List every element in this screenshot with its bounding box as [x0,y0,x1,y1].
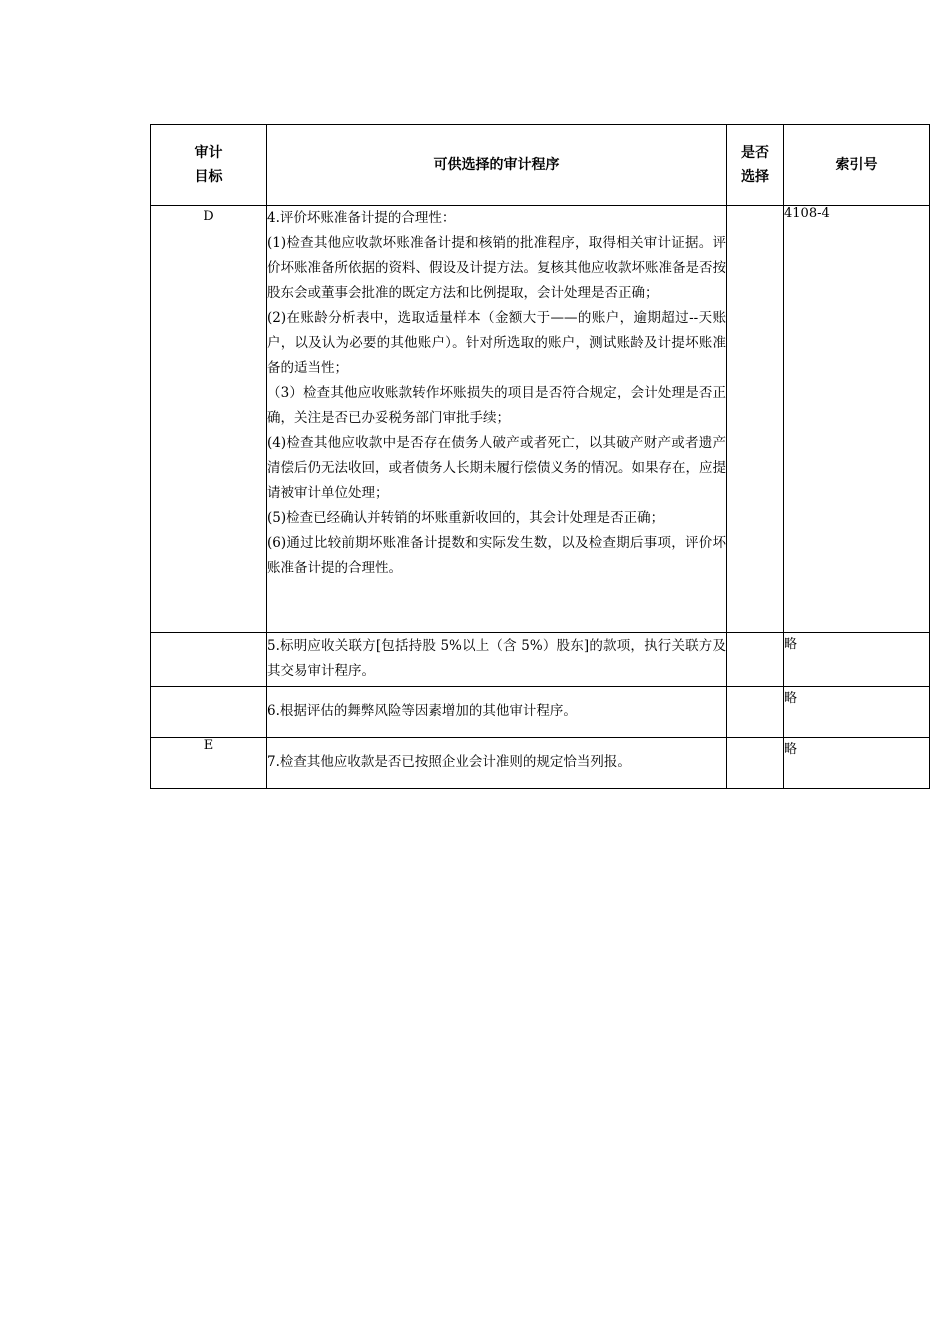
procedure-cell: 6.根据评估的舞弊风险等因素增加的其他审计程序。 [267,687,727,738]
procedure-line: 4.评价坏账准备计提的合理性： [267,210,456,226]
index-cell: 略 [784,738,930,789]
procedure-line: (4)检查其他应收款中是否存在债务人破产或者死亡，以其破产财产或者遗产清偿后仍无法收回，或者债务人长期未履行偿债义务的情况。如果存在，应提请被审计单位处理； [267,435,726,501]
audit-procedure-table [150,124,930,789]
selected-cell[interactable] [727,206,784,633]
procedure-line: （3）检查其他应收账款转作坏账损失的项目是否符合规定，会计处理是否正确，关注是否已办妥税务部门审批手续； [267,385,726,426]
audit-target-cell: E [151,738,267,789]
selected-cell[interactable] [727,687,784,738]
selected-cell[interactable] [727,738,784,789]
index-cell: 略 [784,633,930,687]
audit-target-cell [151,633,267,687]
index-cell: 略 [784,687,930,738]
index-cell: 4108-4 [784,206,930,633]
header-selected: 是否 选择 [727,125,784,206]
header-index: 索引号 [784,125,930,206]
procedure-line: (2)在账龄分析表中，选取适量样本（金额大于——的账户，逾期超过--天账户，以及认为必要的其他账户）。针对所选取的账户，测试账龄及计提坏账准备的适当性； [267,310,726,376]
table-row [151,687,930,738]
procedure-line: (5)检查已经确认并转销的坏账重新收回的，其会计处理是否正确； [267,510,665,526]
audit-target-cell [151,687,267,738]
procedure-cell: 7.检查其他应收款是否已按照企业会计准则的规定恰当列报。 [267,738,727,789]
procedure-line: (1)检查其他应收款坏账准备计提和核销的批准程序，取得相关审计证据。评价坏账准备所依据的资料、假设及计提方法。复核其他应收款坏账准备是否按股东会或董事会批准的既定方法和比例提取，会计处理是否正确； [267,235,726,301]
table-row [151,206,930,633]
selected-cell[interactable] [727,633,784,687]
table-row [151,738,930,789]
audit-target-cell: D [151,206,267,633]
table-row [151,633,930,687]
procedure-cell [267,206,727,633]
header-procedure: 可供选择的审计程序 [267,125,727,206]
header-audit-target: 审计 目标 [151,125,267,206]
procedure-cell: 5.标明应收关联方[包括持股 5%以上（含 5%）股东]的款项，执行关联方及其交易审计程序。 [267,633,727,687]
table-header-row [151,125,930,206]
procedure-line: (6)通过比较前期坏账准备计提数和实际发生数，以及检查期后事项，评价坏账准备计提的合理性。 [267,535,726,576]
